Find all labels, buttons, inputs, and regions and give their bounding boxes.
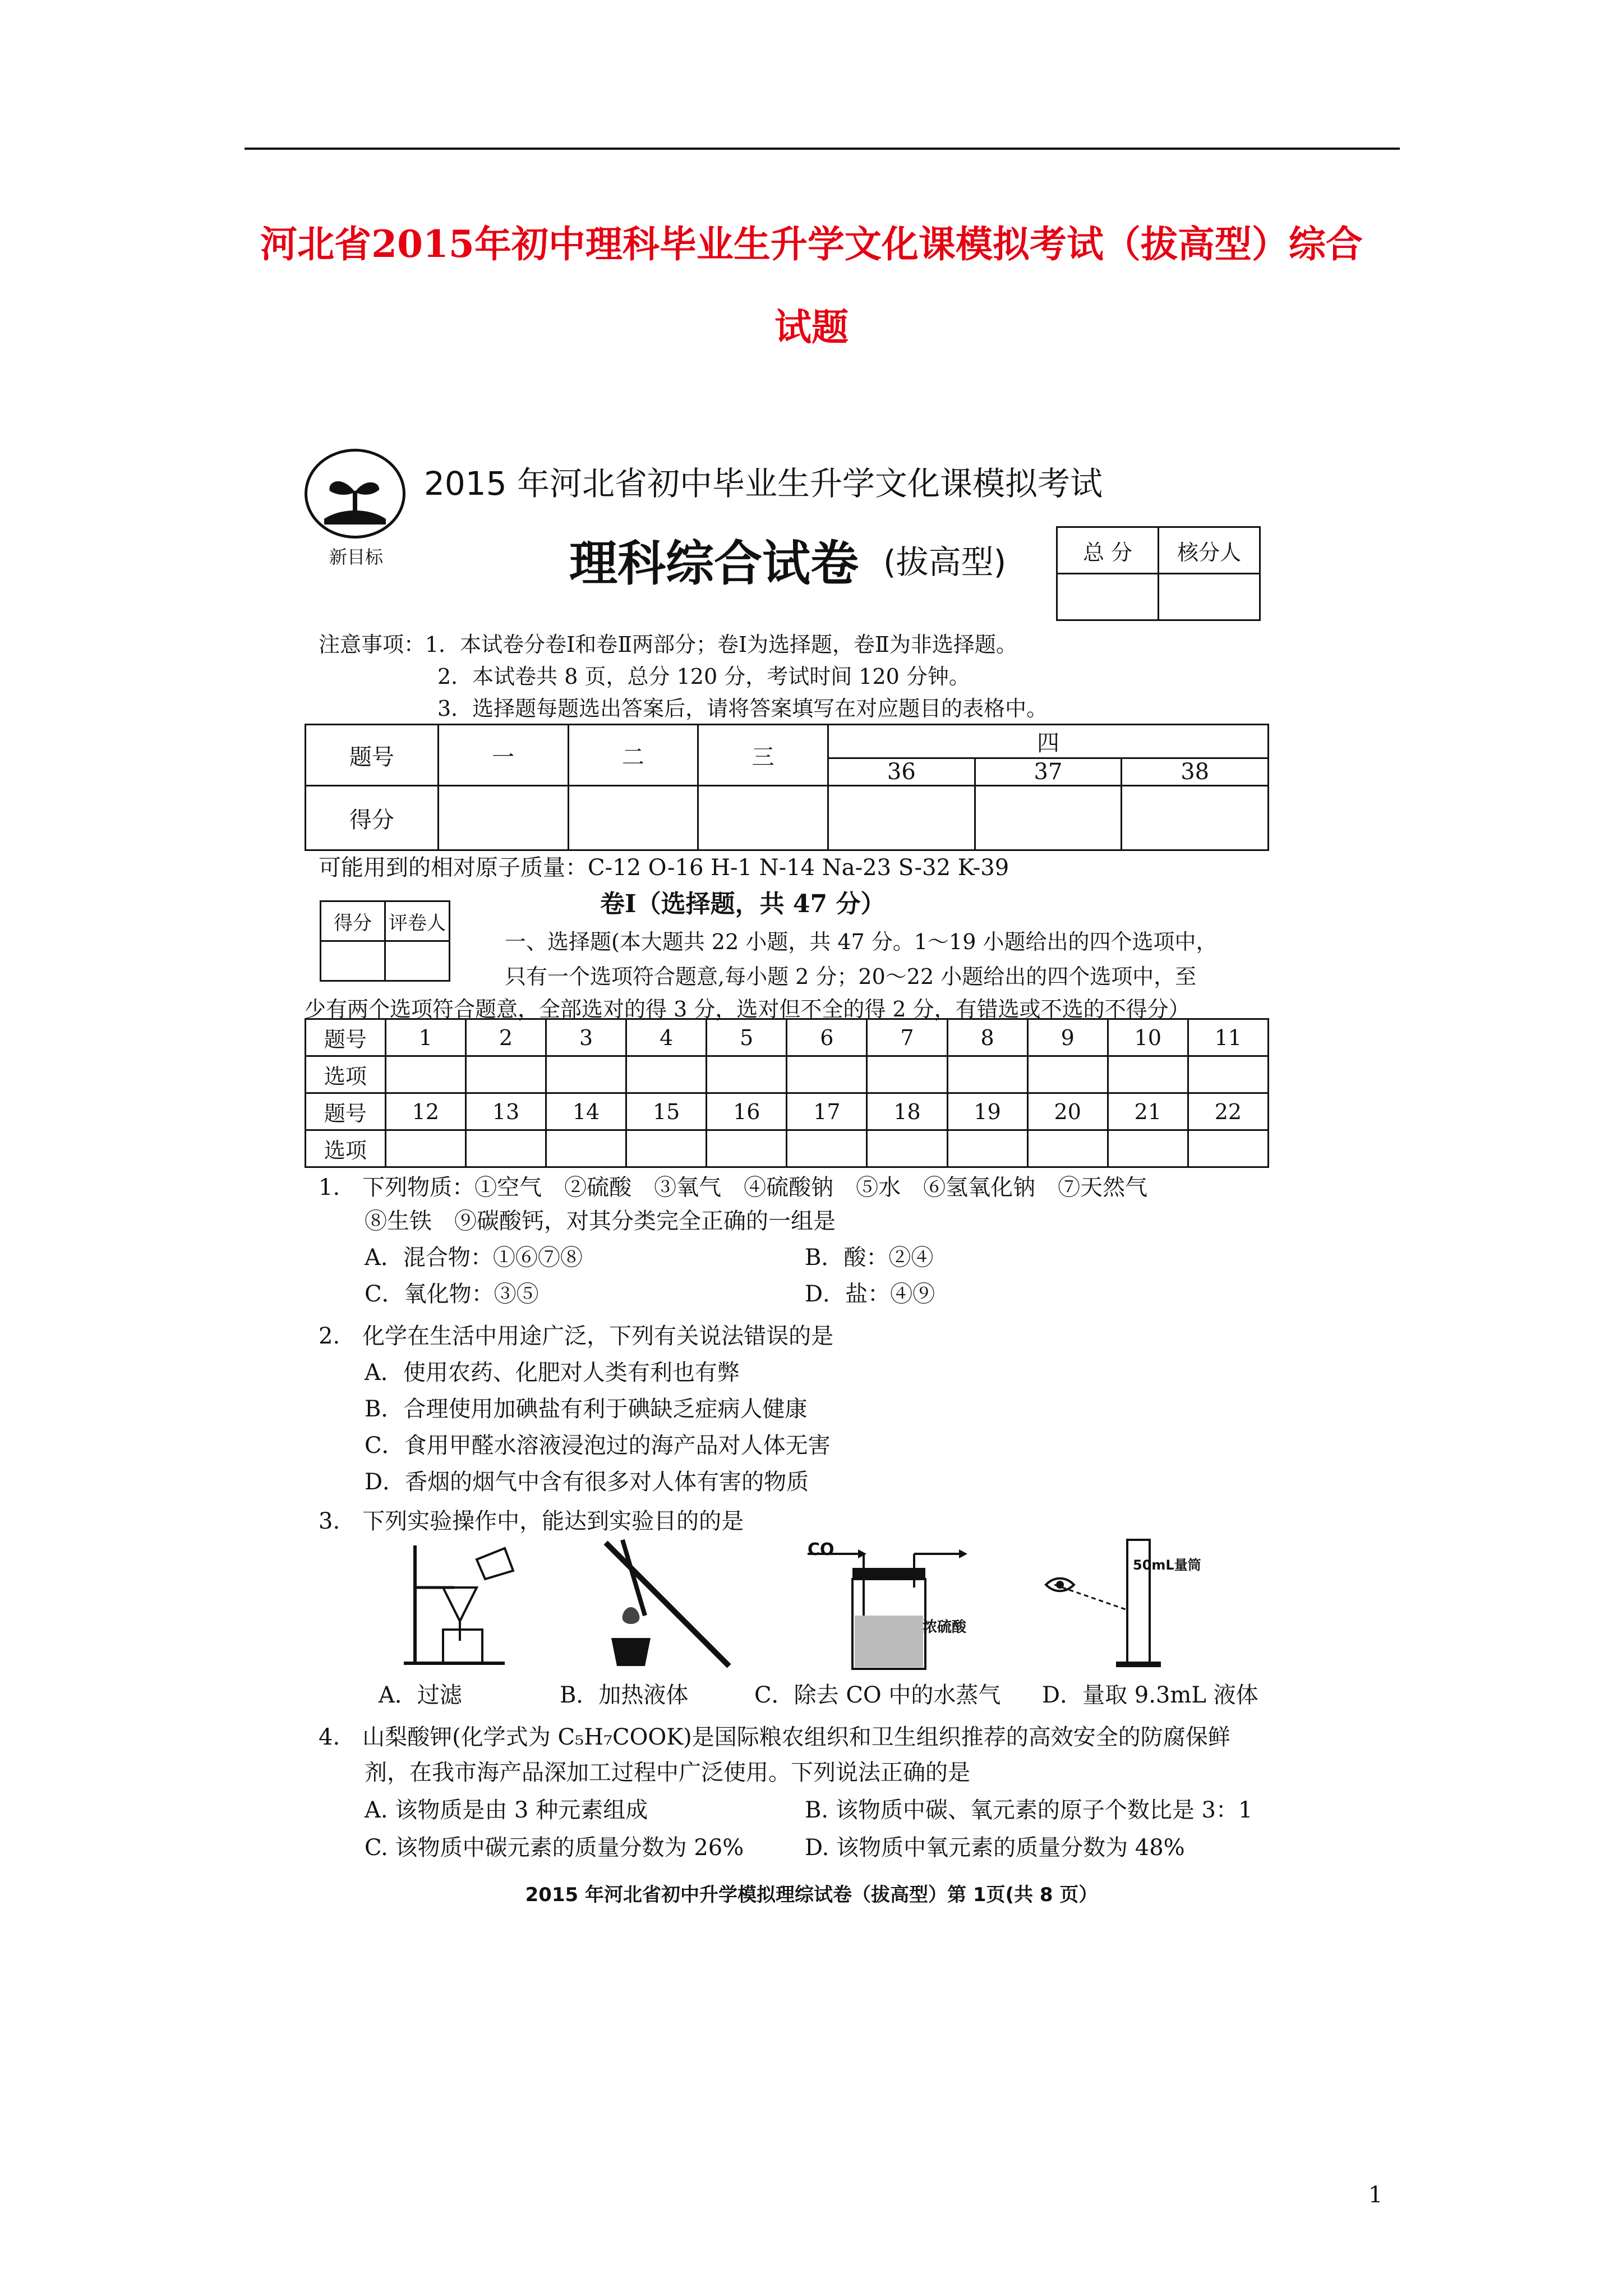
cylinder-label: 50mL量筒 xyxy=(1133,1557,1201,1573)
answer-num: 7 xyxy=(867,1019,947,1056)
answer-num-label: 题号 xyxy=(306,1019,386,1056)
grade-col-1: 一 xyxy=(438,725,568,786)
answer-cell[interactable] xyxy=(1027,1130,1108,1167)
section-intro-2: 只有一个选项符合题意,每小题 2 分；20～22 小题给出的四个选项中，至 xyxy=(505,964,1197,989)
answer-cell[interactable] xyxy=(385,1130,465,1167)
exam-heading: 2015 年河北省初中毕业生升学文化课模拟考试 xyxy=(424,464,1103,503)
answer-cell[interactable] xyxy=(465,1056,546,1093)
answer-num: 14 xyxy=(546,1093,626,1130)
section-title: 卷Ⅰ（选择题，共 47 分） xyxy=(600,890,886,918)
note-2: 2．本试卷共 8 页，总分 120 分，考试时间 120 分钟。 xyxy=(437,664,970,689)
answer-num: 13 xyxy=(465,1093,546,1130)
sprout-logo xyxy=(305,449,405,539)
q3-option-c: C．除去 CO 中的水蒸气 xyxy=(754,1682,1001,1708)
answer-num: 2 xyxy=(465,1019,546,1056)
q4-stem-cont: 剂，在我市海产品深加工过程中广泛使用。下列说法正确的是 xyxy=(365,1760,970,1786)
answer-cell[interactable] xyxy=(787,1130,867,1167)
answer-cell[interactable] xyxy=(1108,1056,1188,1093)
section-score-cell[interactable] xyxy=(321,941,385,981)
q2-option-c: C．食用甲醛水溶液浸泡过的海产品对人体无害 xyxy=(365,1433,831,1458)
document-title-continued: 试题 xyxy=(774,305,849,349)
answer-num-label: 题号 xyxy=(306,1093,386,1130)
q3-option-d: D．量取 9.3mL 液体 xyxy=(1042,1682,1258,1708)
filter-apparatus-diagram xyxy=(393,1537,538,1672)
q1-option-d: D．盐：④⑨ xyxy=(805,1281,935,1307)
answer-cell[interactable] xyxy=(385,1056,465,1093)
section-grader-cell[interactable] xyxy=(385,941,450,981)
checker-label: 核分人 xyxy=(1159,527,1260,574)
table-row xyxy=(306,1130,1269,1167)
q3-option-b: B．加热液体 xyxy=(560,1682,689,1708)
q4-option-b: B. 该物质中碳、氧元素的原子个数比是 3：1 xyxy=(805,1797,1253,1823)
paper-subtitle: (拔高型) xyxy=(883,543,1007,581)
document-title: 河北省2015年初中理科毕业生升学文化课模拟考试（拔高型）综合 xyxy=(260,222,1363,266)
answer-num: 8 xyxy=(947,1019,1027,1056)
grade-table xyxy=(305,724,1269,851)
section-intro-1: 一、选择题(本大题共 22 小题，共 47 分。1～19 小题给出的四个选项中， xyxy=(505,930,1218,954)
answer-num: 11 xyxy=(1188,1019,1268,1056)
answer-num: 21 xyxy=(1108,1093,1188,1130)
table-row xyxy=(306,1019,1269,1056)
section-intro-3: 少有两个选项符合题意，全部选对的得 3 分，选对但不全的得 2 分，有错选或不选的不得分） xyxy=(305,997,1190,1022)
q2-option-d: D．香烟的烟气中含有很多对人体有害的物质 xyxy=(365,1469,809,1495)
answer-num: 6 xyxy=(787,1019,867,1056)
q1-option-a: A．混合物：①⑥⑦⑧ xyxy=(365,1245,583,1271)
paper-title: 理科综合试卷 xyxy=(569,536,859,592)
acid-label: 浓硫酸 xyxy=(923,1619,967,1636)
score-cell[interactable] xyxy=(438,786,568,850)
q3-option-a: A．过滤 xyxy=(379,1682,462,1708)
table-row xyxy=(306,1056,1269,1093)
answer-num: 17 xyxy=(787,1093,867,1130)
answer-num: 4 xyxy=(626,1019,707,1056)
answer-num: 20 xyxy=(1027,1093,1108,1130)
answer-num: 10 xyxy=(1108,1019,1188,1056)
answer-cell[interactable] xyxy=(465,1130,546,1167)
heating-liquid-diagram xyxy=(589,1531,746,1672)
answer-num: 22 xyxy=(1188,1093,1268,1130)
q4-option-d: D. 该物质中氧元素的质量分数为 48% xyxy=(805,1835,1185,1861)
answer-opt-label: 选项 xyxy=(306,1056,386,1093)
note-1: 注意事项：1．本试卷分卷Ⅰ和卷Ⅱ两部分；卷Ⅰ为选择题，卷Ⅱ为非选择题。 xyxy=(319,632,1017,657)
answer-num: 5 xyxy=(707,1019,787,1056)
answer-opt-label: 选项 xyxy=(306,1130,386,1167)
answer-num: 18 xyxy=(867,1093,947,1130)
score-cell[interactable] xyxy=(698,786,828,850)
logo-label: 新目标 xyxy=(329,546,383,568)
grade-col-3: 三 xyxy=(698,725,828,786)
answer-cell[interactable] xyxy=(867,1056,947,1093)
total-score-box xyxy=(1056,526,1261,621)
grade-subcol-36: 36 xyxy=(828,758,975,786)
section-score-label: 得分 xyxy=(321,901,385,941)
answer-num: 3 xyxy=(546,1019,626,1056)
score-cell[interactable] xyxy=(568,786,698,850)
q2-option-b: B．合理使用加碘盐有利于碘缺乏症病人健康 xyxy=(365,1396,808,1422)
answer-num: 19 xyxy=(947,1093,1027,1130)
table-row xyxy=(306,1093,1269,1130)
answer-cell[interactable] xyxy=(626,1056,707,1093)
page-number: 1 xyxy=(1368,2182,1383,2208)
section-grader-label: 评卷人 xyxy=(385,901,450,941)
section-score-box xyxy=(320,900,450,982)
grade-subcol-38: 38 xyxy=(1122,758,1269,786)
answer-cell[interactable] xyxy=(1027,1056,1108,1093)
answer-cell[interactable] xyxy=(947,1130,1027,1167)
q4-option-a: A. 该物质是由 3 种元素组成 xyxy=(365,1797,648,1823)
answer-num: 9 xyxy=(1027,1019,1108,1056)
checker-cell[interactable] xyxy=(1159,574,1260,620)
score-cell[interactable] xyxy=(828,786,975,850)
co-label: CO xyxy=(808,1540,834,1559)
grade-score-label: 得分 xyxy=(306,786,439,850)
answer-cell[interactable] xyxy=(707,1130,787,1167)
score-cell[interactable] xyxy=(975,786,1122,850)
q1-option-b: B．酸：②④ xyxy=(805,1245,934,1271)
page-footer: 2015 年河北省初中升学模拟理综试卷（拔高型）第 1页(共 8 页） xyxy=(525,1884,1098,1906)
sprout-icon xyxy=(307,452,403,536)
answer-num: 12 xyxy=(385,1093,465,1130)
graduated-cylinder-diagram xyxy=(1043,1531,1166,1672)
answer-cell[interactable] xyxy=(626,1130,707,1167)
answer-table xyxy=(305,1018,1269,1168)
q1-option-c: C．氧化物：③⑤ xyxy=(365,1281,539,1307)
answer-num: 15 xyxy=(626,1093,707,1130)
grade-row-label: 题号 xyxy=(306,725,439,786)
answer-cell[interactable] xyxy=(707,1056,787,1093)
answer-num: 16 xyxy=(707,1093,787,1130)
answer-cell[interactable] xyxy=(947,1056,1027,1093)
q1-stem-cont: ⑧生铁 ⑨碳酸钙，对其分类完全正确的一组是 xyxy=(365,1208,836,1234)
q3-stem: 3. 下列实验操作中，能达到实验目的的是 xyxy=(319,1508,744,1534)
answer-cell[interactable] xyxy=(1188,1130,1268,1167)
grade-group-4: 四 xyxy=(828,725,1269,758)
q4-stem: 4. 山梨酸钾(化学式为 C₅H₇COOK)是国际粮农组织和卫生组织推荐的高效安全的防腐保鲜 xyxy=(319,1724,1230,1750)
answer-cell[interactable] xyxy=(867,1130,947,1167)
q1-stem: 1. 下列物质：①空气 ②硫酸 ③氧气 ④硫酸钠 ⑤水 ⑥氢氧化钠 ⑦天然气 xyxy=(319,1175,1148,1200)
header-rule xyxy=(245,148,1400,150)
answer-cell[interactable] xyxy=(546,1130,626,1167)
answer-cell[interactable] xyxy=(546,1056,626,1093)
q4-option-c: C. 该物质中碳元素的质量分数为 26% xyxy=(365,1835,744,1861)
answer-num: 1 xyxy=(385,1019,465,1056)
q2-option-a: A．使用农药、化肥对人类有利也有弊 xyxy=(365,1360,740,1386)
q2-stem: 2. 化学在生活中用途广泛，下列有关说法错误的是 xyxy=(319,1323,834,1349)
atomic-masses: 可能用到的相对原子质量：C-12 O-16 H-1 N-14 Na-23 S-32 K-39 xyxy=(319,855,1009,881)
answer-cell[interactable] xyxy=(1108,1130,1188,1167)
grade-subcol-37: 37 xyxy=(975,758,1122,786)
grade-col-2: 二 xyxy=(568,725,698,786)
note-3: 3．选择题每题选出答案后，请将答案填写在对应题目的表格中。 xyxy=(437,696,1048,721)
answer-cell[interactable] xyxy=(787,1056,867,1093)
total-score-label: 总 分 xyxy=(1057,527,1159,574)
answer-cell[interactable] xyxy=(1188,1056,1268,1093)
total-score-cell[interactable] xyxy=(1057,574,1159,620)
score-cell[interactable] xyxy=(1122,786,1269,850)
